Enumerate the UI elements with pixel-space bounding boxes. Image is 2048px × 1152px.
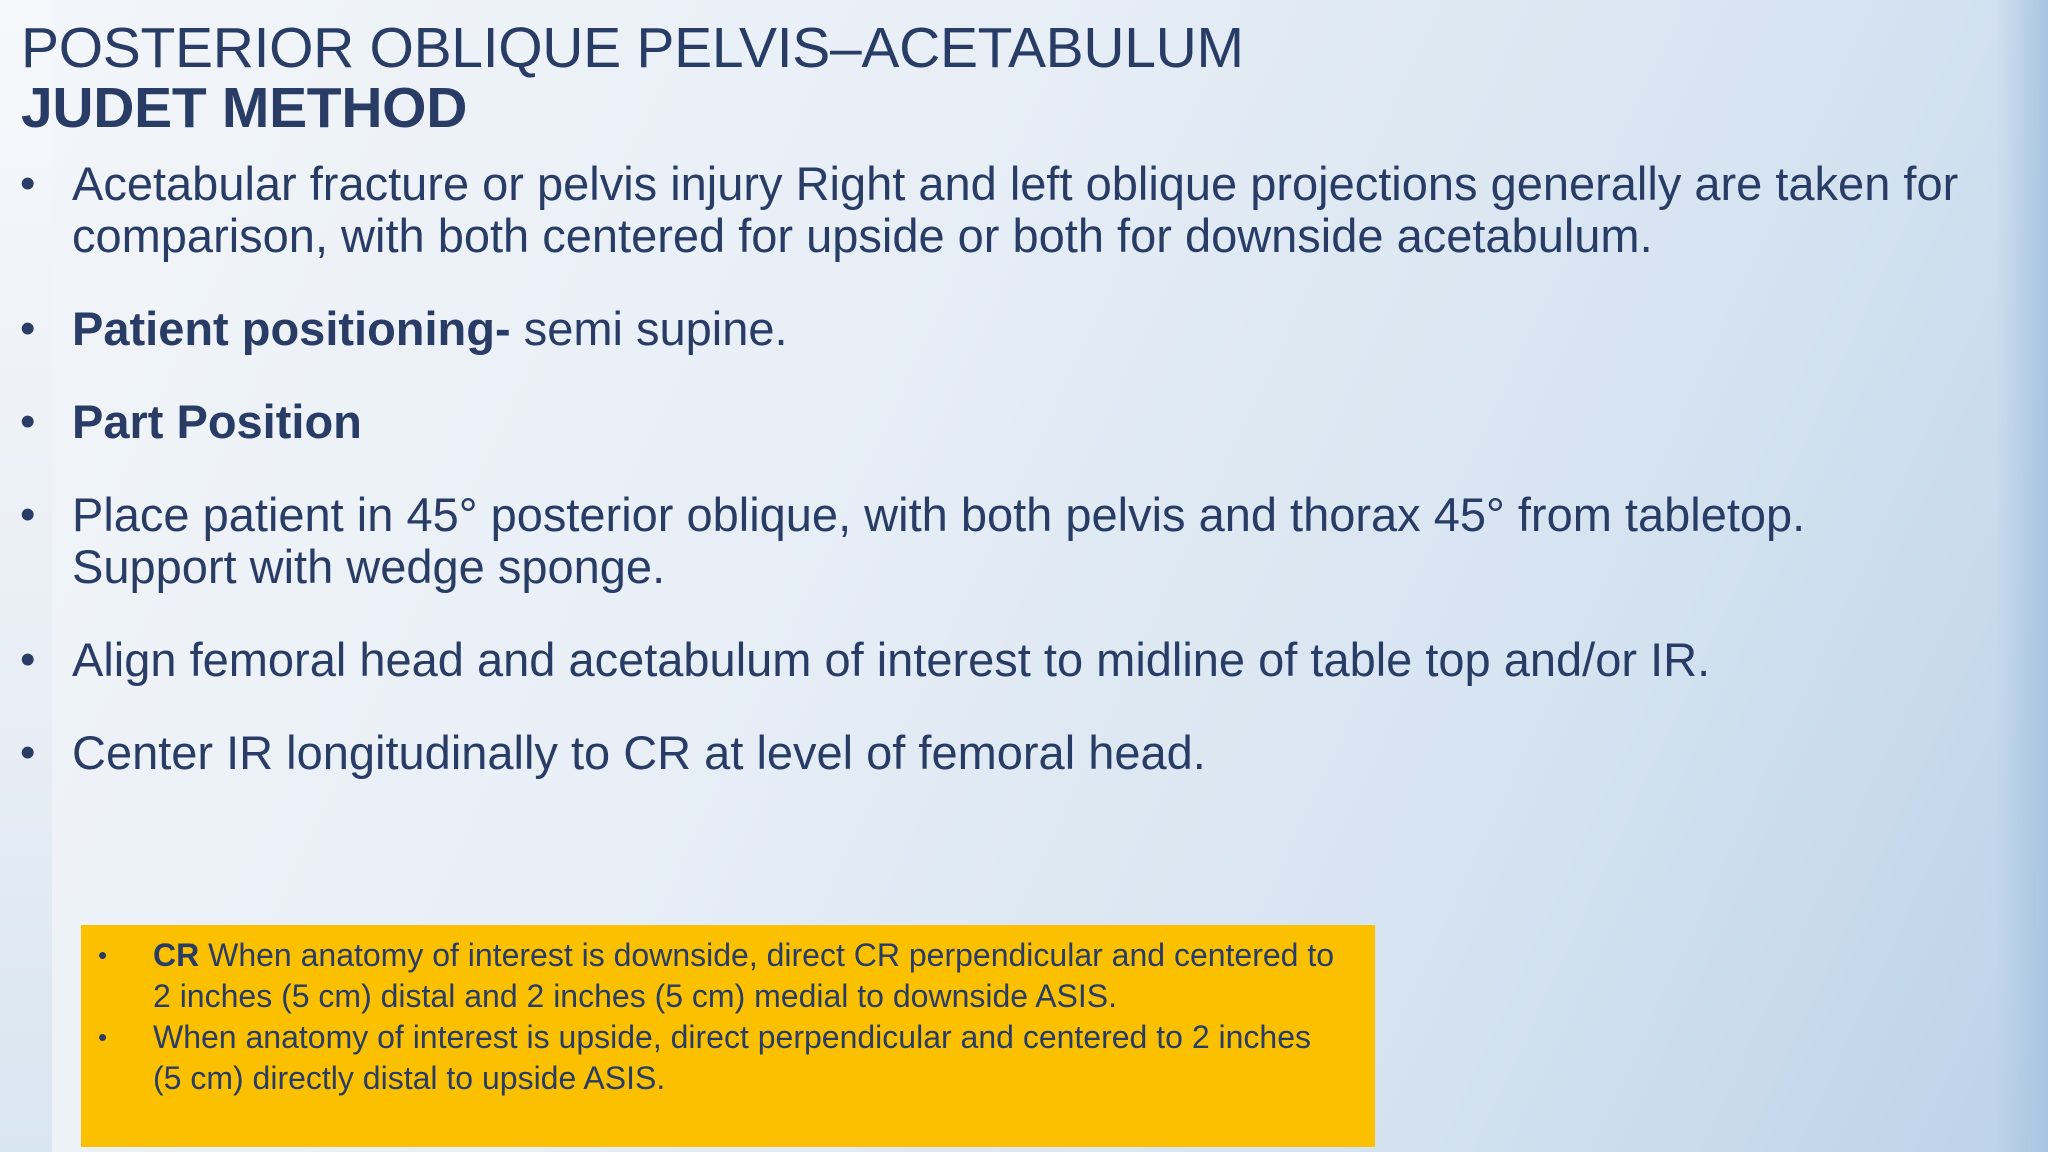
central-ray-upside <box>153 1017 1335 1099</box>
bullet-patient-positioning <box>20 303 1960 355</box>
patient-positioning-text: semi supine. <box>510 302 788 355</box>
align-femoral-head-text: Align femoral head and acetabulum of interest to midline of table top and/or IR. <box>72 633 1711 686</box>
patient-positioning-label: Patient positioning- <box>72 302 511 355</box>
right-background-strip <box>1996 0 2048 1152</box>
central-ray-downside <box>153 935 1335 1017</box>
title-line-main: POSTERIOR OBLIQUE PELVIS–ACETABULUM <box>21 16 1244 80</box>
title-line-method: JUDET METHOD <box>21 76 468 140</box>
bullet-indication <box>20 158 1960 262</box>
bullet-indication-text: Acetabular fracture or pelvis injury Right and left oblique projections generally are taken for comparison, with both centered for upside or both for downside acetabulum. <box>72 157 1959 262</box>
central-ray-list <box>153 935 1335 1099</box>
cr-upside-text: When anatomy of interest is upside, direct perpendicular and centered to 2 inches (5 cm) directly distal to upside ASIS. <box>153 1019 1311 1096</box>
bullet-place-patient <box>20 489 1960 593</box>
part-position-label: Part Position <box>72 395 362 448</box>
slide-title <box>21 18 1244 138</box>
place-patient-text: Place patient in 45° posterior oblique, with both pelvis and thorax 45° from tabletop. Support with wedge sponge. <box>72 488 1806 593</box>
bullet-align-femoral-head <box>20 634 1960 686</box>
bullet-list <box>20 158 1960 820</box>
cr-label: CR <box>153 937 200 973</box>
central-ray-callout <box>81 925 1375 1147</box>
bullet-part-position <box>20 396 1960 448</box>
cr-downside-text: When anatomy of interest is downside, direct CR perpendicular and centered to 2 inches (5 cm) distal and 2 inches (5 cm) medial to downside ASIS. <box>153 937 1335 1014</box>
center-ir-text: Center IR longitudinally to CR at level of femoral head. <box>72 726 1206 779</box>
bullet-center-ir <box>20 727 1960 779</box>
